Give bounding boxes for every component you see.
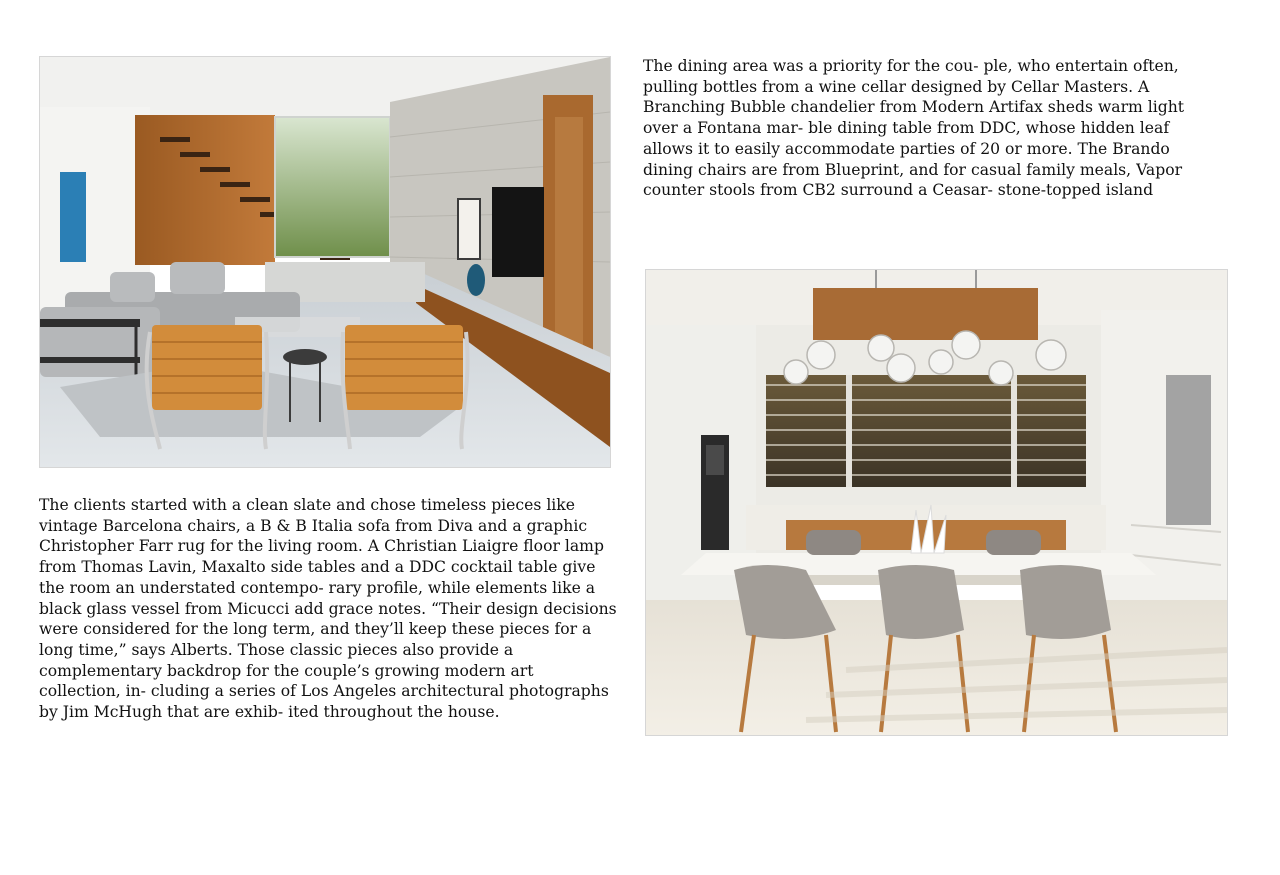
paragraph-line: by Jim McHugh that are exhib- ited throughout the house. [39,703,500,722]
paragraph-line: vintage Barcelona chairs, a B & B Italia sofa from Diva and a graphic [39,516,588,535]
paragraph-line: The dining area was a priority for the cou- ple, who entertain often, [643,57,1179,75]
paragraph-line: were considered for the long term, and they’ll keep these pieces for a [39,620,592,639]
paragraph-line: Branching Bubble chandelier from Modern Artifax sheds warm light [643,98,1185,117]
paragraph-line: dining chairs are from Blueprint, and for casual family meals, Vapor [643,160,1183,179]
paragraph-line: pulling bottles from a wine cellar designed by Cellar Masters. A [643,77,1150,96]
paragraph-line: counter stools from CB2 surround a Ceasar- stone-topped island [643,181,1154,200]
paragraph-line: complementary backdrop for the couple’s growing modern art [39,661,534,680]
paragraph-line: allows it to easily accommodate parties of 20 or more. The Brando [643,139,1170,158]
paragraph-line: over a Fontana mar- ble dining table from DDC, whose hidden leaf [643,119,1170,138]
paragraph-line: Christopher Farr rug for the living room. A Christian Liaigre floor lamp [39,537,604,556]
paragraph-line: collection, in- cluding a series of Los Angeles architectural photographs [39,682,609,701]
paragraph-line: black glass vessel from Micucci add grace notes. “Their design decisions [39,599,617,618]
dining-room-photo [645,269,1228,736]
paragraph-line: The clients started with a clean slate and chose timeless pieces like [39,496,575,514]
paragraph-line: the room an understated contempo- rary profile, while elements like a [39,578,596,597]
living-room-paragraph [39,495,617,723]
paragraph-line: from Thomas Lavin, Maxalto side tables and a DDC cocktail table give [39,558,596,577]
paragraph-line: long time,” says Alberts. Those classic pieces also provide a [39,640,514,659]
dining-area-paragraph [643,56,1184,201]
living-room-photo [39,56,611,468]
